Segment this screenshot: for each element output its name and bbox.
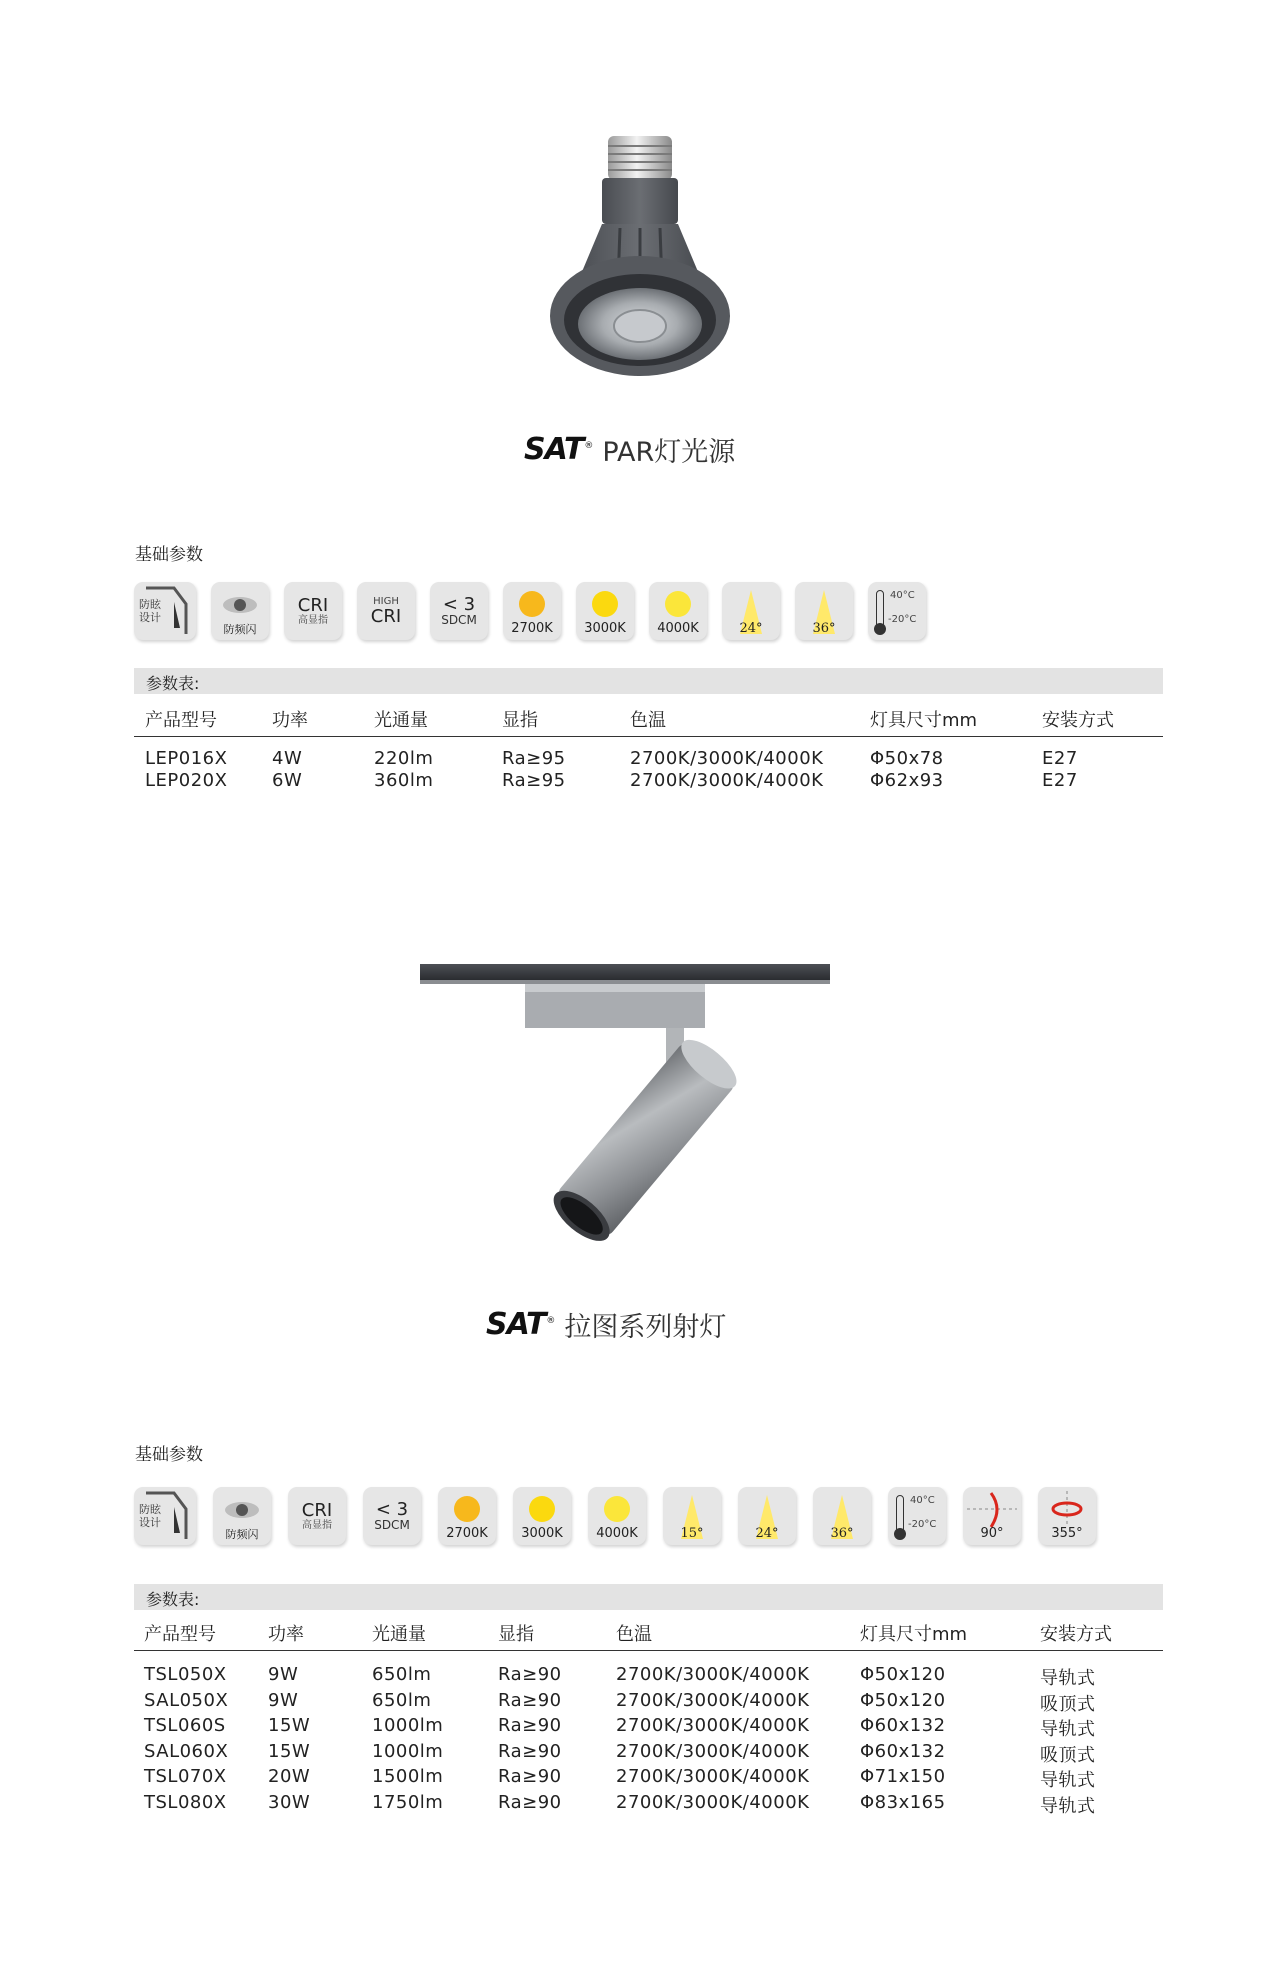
table-row (134, 1791, 1163, 1817)
color-temp-label: 4000K (657, 620, 699, 636)
table-cell: Φ60x132 (860, 1715, 946, 1736)
feature-beam-icon (722, 582, 780, 640)
feature-dot-icon (503, 582, 561, 640)
table-cell: TSL080X (144, 1791, 227, 1813)
table-cell: 20W (268, 1766, 311, 1787)
beam-angle-label: 24° (739, 620, 763, 636)
column-header: 显指 (498, 1624, 534, 1645)
color-temp-dot (454, 1496, 480, 1522)
table-cell: 2700K/3000K/4000K (616, 1766, 810, 1787)
table-cell: 导轨式 (1040, 1770, 1096, 1791)
feature-antiglare-icon (134, 1487, 196, 1545)
table-cell: Ra≥90 (498, 1740, 562, 1762)
table-row (134, 1766, 1163, 1791)
tilt-angle-label: 90° (980, 1525, 1004, 1541)
sdcm-label: SDCM (441, 613, 477, 628)
table-cell: SAL060X (144, 1740, 229, 1762)
feature-dot-icon (588, 1487, 646, 1545)
table-row (134, 1664, 1163, 1689)
feature-beam-icon (795, 582, 853, 640)
column-header: 灯具尺寸mm (860, 1624, 968, 1645)
antiglare-label: 设计 (139, 1516, 161, 1530)
color-temp-dot (604, 1496, 630, 1522)
table-cell: Φ60x132 (860, 1740, 946, 1762)
spec-table-title-bar-2 (134, 1584, 1163, 1610)
sdcm-label: SDCM (374, 1518, 410, 1533)
table-cell: TSL050X (144, 1664, 227, 1685)
table-cell: 导轨式 (1040, 1795, 1096, 1817)
feature-text-icon (284, 582, 342, 640)
thermometer-glyph (876, 590, 884, 628)
table-cell: 吸顶式 (1040, 1693, 1096, 1715)
cri-sub-label: 高显指 (302, 1520, 332, 1532)
column-header: 功率 (268, 1624, 304, 1645)
eye-glyph (223, 597, 257, 613)
table-cell: Φ50x120 (860, 1664, 946, 1685)
temp-min: -20°C (908, 1519, 937, 1530)
table-cell: 2700K/3000K/4000K (630, 748, 824, 769)
table-cell: Φ62x93 (870, 770, 944, 791)
product-name: PAR灯光源 (602, 437, 736, 468)
table-cell: 650lm (372, 1664, 432, 1685)
color-temp-label: 2700K (446, 1525, 488, 1541)
antiglare-glyph (134, 582, 192, 640)
table-cell: 2700K/3000K/4000K (616, 1664, 810, 1685)
sdcm-value: < 3 (442, 593, 476, 615)
basic-params-label-2: 基础参数 (135, 1445, 203, 1465)
feature-dot-icon (513, 1487, 571, 1545)
color-temp-dot (519, 591, 545, 617)
table-cell: 9W (268, 1664, 299, 1685)
table-cell: 2700K/3000K/4000K (630, 770, 824, 791)
product-name-2: 拉图系列射灯 (564, 1312, 727, 1343)
table-cell: 360lm (374, 770, 434, 791)
table-cell: TSL070X (144, 1766, 227, 1787)
spec-table-header-2 (134, 1614, 1163, 1651)
table-cell: 15W (268, 1715, 311, 1736)
table-row (134, 748, 1163, 770)
column-header: 显指 (502, 710, 538, 731)
eye-glyph (225, 1502, 259, 1518)
feature-text2-icon (363, 1487, 421, 1545)
table-row (134, 770, 1163, 792)
temp-max: 40°C (910, 1495, 935, 1506)
table-cell: 1500lm (372, 1766, 444, 1787)
table-cell: 1000lm (372, 1715, 444, 1736)
feature-temp-icon (888, 1487, 946, 1545)
table-cell: Φ50x78 (870, 748, 944, 769)
brand-logo-2: SAT® (486, 1307, 555, 1342)
antiflicker-label: 防频闪 (225, 1527, 259, 1541)
column-header: 光通量 (372, 1624, 426, 1645)
feature-beam-icon (813, 1487, 871, 1545)
spec-table-title-bar (134, 668, 1163, 694)
feature-temp-icon (868, 582, 926, 640)
cri-label: CRI (297, 594, 329, 616)
table-cell: TSL060S (144, 1715, 226, 1736)
column-header: 功率 (272, 710, 308, 731)
column-header: 产品型号 (145, 710, 217, 731)
table-row (134, 1689, 1163, 1715)
beam-angle-label: 24° (755, 1525, 779, 1541)
table-cell: 30W (268, 1791, 311, 1813)
column-header: 灯具尺寸mm (870, 710, 978, 731)
table-row (134, 1715, 1163, 1740)
sdcm-value: < 3 (375, 1498, 409, 1520)
table-row (134, 1740, 1163, 1766)
beam-angle-label: 36° (830, 1525, 854, 1541)
antiglare-label: 设计 (139, 611, 161, 625)
temp-min: -20°C (888, 614, 917, 625)
feature-beam-icon (738, 1487, 796, 1545)
color-temp-label: 3000K (521, 1525, 563, 1541)
thermometer-glyph (896, 1495, 904, 1533)
table-cell: SAL050X (144, 1689, 229, 1711)
color-temp-dot (665, 591, 691, 617)
table-cell: E27 (1042, 748, 1078, 769)
table-cell: 220lm (374, 748, 434, 769)
table-cell: Ra≥95 (502, 770, 566, 791)
feature-text2-icon (357, 582, 415, 640)
table-cell: Φ71x150 (860, 1766, 946, 1787)
feature-eye-icon (211, 582, 269, 640)
table-cell: 6W (272, 770, 303, 791)
feature-icons-row (134, 582, 926, 640)
table-cell: Φ83x165 (860, 1791, 946, 1813)
table-cell: Ra≥90 (498, 1664, 562, 1685)
table-cell: 9W (268, 1689, 299, 1711)
cri-label: CRI (370, 605, 402, 627)
table-cell: 2700K/3000K/4000K (616, 1689, 810, 1711)
feature-dot-icon (649, 582, 707, 640)
antiglare-label: 防眩 (139, 598, 161, 611)
table-cell: 2700K/3000K/4000K (616, 1791, 810, 1813)
track-spotlight-image (420, 962, 830, 1272)
table-cell: 2700K/3000K/4000K (616, 1715, 810, 1736)
color-temp-label: 3000K (584, 620, 626, 636)
table-cell: LEP020X (145, 770, 228, 791)
antiglare-label: 防眩 (139, 1503, 161, 1516)
antiflicker-label: 防频闪 (223, 622, 257, 636)
high-label: HIGH (373, 595, 399, 607)
feature-tilt-icon (963, 1487, 1021, 1545)
color-temp-label: 2700K (511, 620, 553, 636)
feature-text-icon (288, 1487, 346, 1545)
column-header: 产品型号 (144, 1624, 216, 1645)
feature-text2-icon (430, 582, 488, 640)
column-header: 安装方式 (1040, 1624, 1112, 1645)
table-cell: 导轨式 (1040, 1719, 1096, 1740)
antiglare-glyph (134, 1487, 192, 1545)
table-cell: 1000lm (372, 1740, 444, 1762)
brand-logo: SAT® (524, 432, 593, 467)
table-cell: E27 (1042, 770, 1078, 791)
column-header: 光通量 (374, 710, 428, 731)
table-cell: 1750lm (372, 1791, 444, 1813)
feature-icons-row-2 (134, 1487, 1096, 1545)
spec-table-title-2: 参数表: (146, 1590, 200, 1609)
feature-rotate-icon (1038, 1487, 1096, 1545)
table-cell: Ra≥90 (498, 1689, 562, 1711)
table-cell: Ra≥95 (502, 748, 566, 769)
table-cell: Ra≥90 (498, 1791, 562, 1813)
beam-angle-label: 15° (680, 1525, 704, 1541)
table-cell: Φ50x120 (860, 1689, 946, 1711)
table-cell: 导轨式 (1040, 1668, 1096, 1689)
column-header: 安装方式 (1042, 710, 1114, 731)
temp-max: 40°C (890, 590, 915, 601)
feature-beam-icon (663, 1487, 721, 1545)
column-header: 色温 (616, 1624, 652, 1645)
table-cell: 650lm (372, 1689, 432, 1711)
color-temp-label: 4000K (596, 1525, 638, 1541)
spec-table-title: 参数表: (146, 674, 200, 693)
column-header: 色温 (630, 710, 666, 731)
table-cell: LEP016X (145, 748, 228, 769)
color-temp-dot (592, 591, 618, 617)
table-cell: 15W (268, 1740, 311, 1762)
cri-label: CRI (301, 1499, 333, 1521)
feature-eye-icon (213, 1487, 271, 1545)
table-cell: 4W (272, 748, 303, 769)
rotate-angle-label: 355° (1051, 1525, 1083, 1541)
spec-table-header (134, 700, 1163, 737)
table-cell: 吸顶式 (1040, 1744, 1096, 1766)
basic-params-label: 基础参数 (135, 545, 203, 565)
cri-sub-label: 高显指 (298, 615, 328, 627)
par-lamp-image (540, 128, 740, 388)
feature-dot-icon (438, 1487, 496, 1545)
product-title-2 (486, 1305, 726, 1344)
beam-angle-label: 36° (812, 620, 836, 636)
feature-antiglare-icon (134, 582, 196, 640)
product-title (524, 430, 735, 469)
feature-dot-icon (576, 582, 634, 640)
table-cell: Ra≥90 (498, 1715, 562, 1736)
color-temp-dot (529, 1496, 555, 1522)
table-cell: Ra≥90 (498, 1766, 562, 1787)
table-cell: 2700K/3000K/4000K (616, 1740, 810, 1762)
